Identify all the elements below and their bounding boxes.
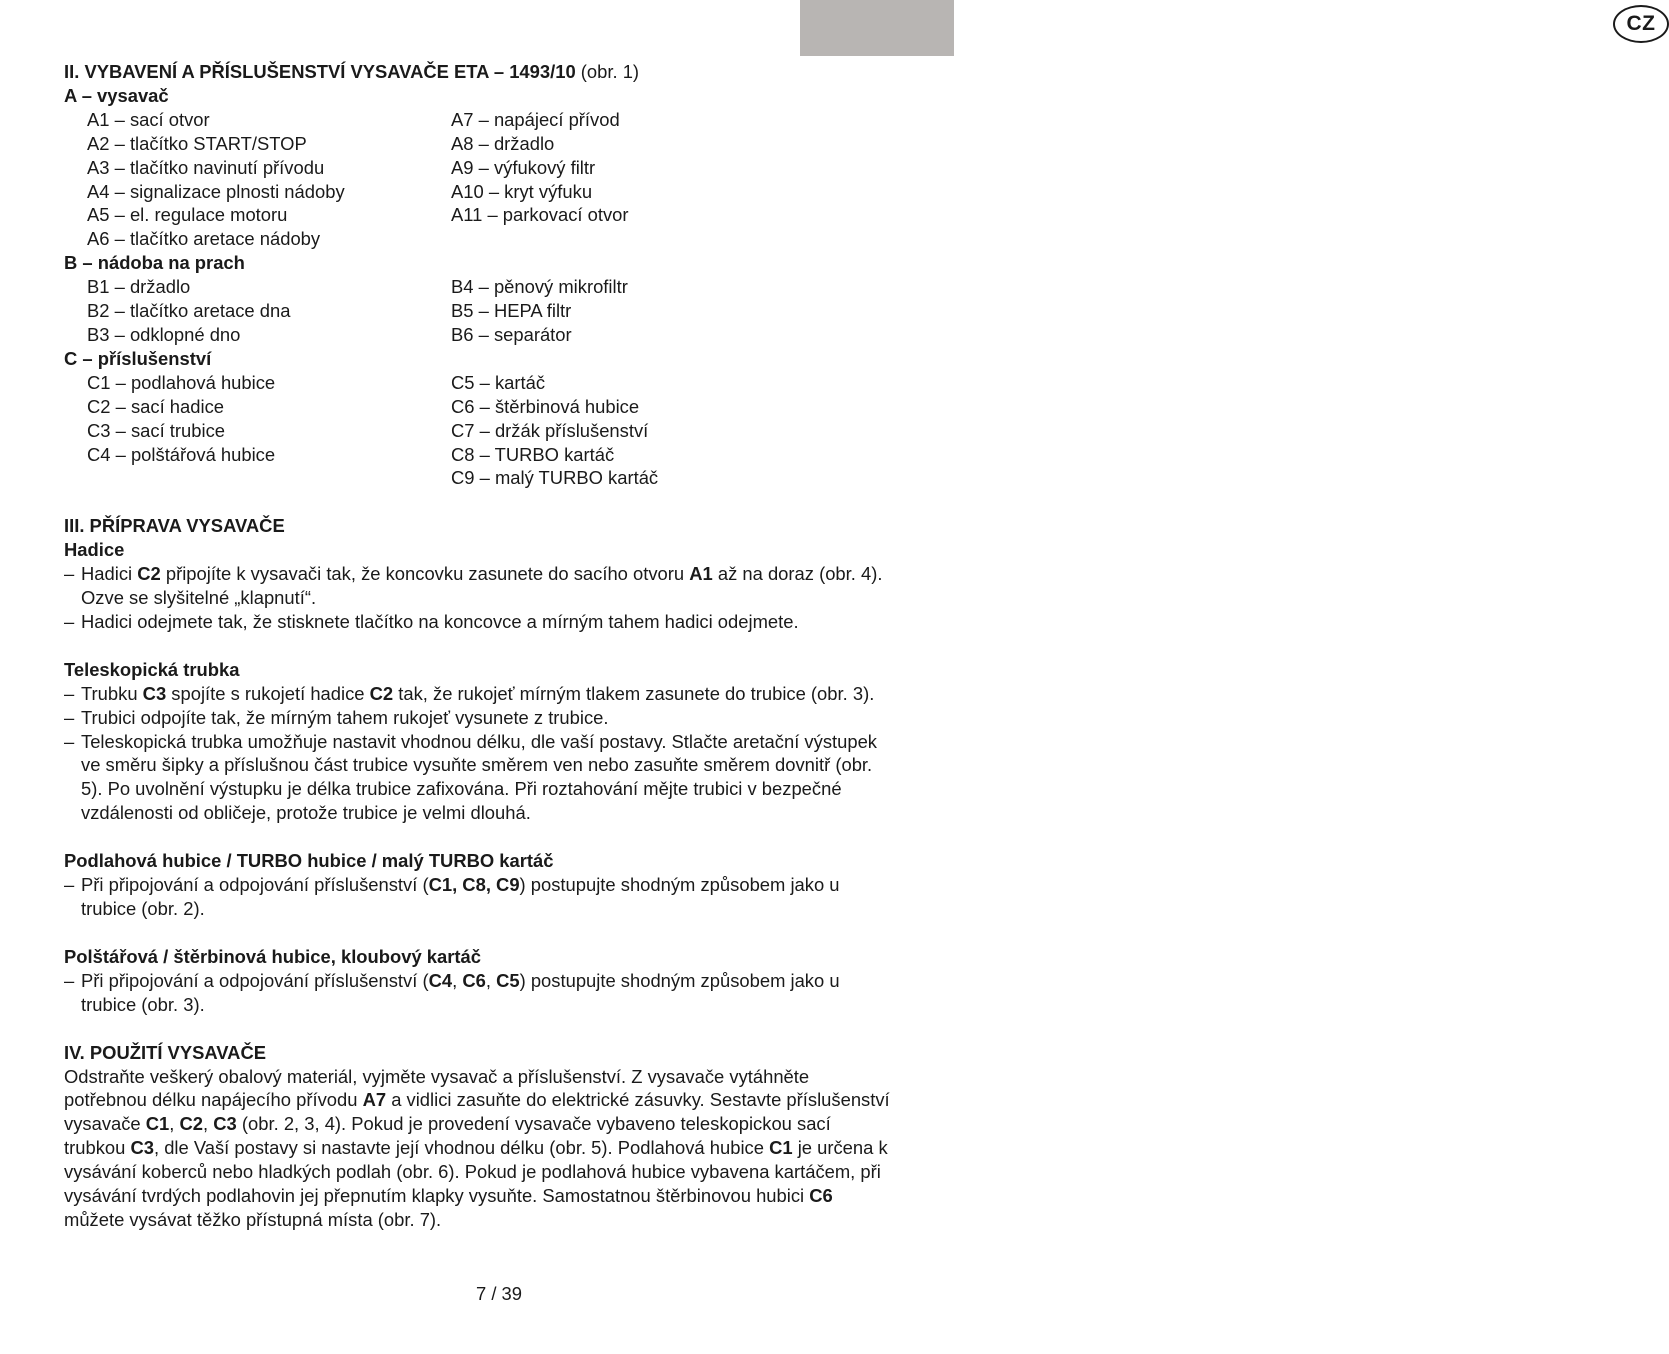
list-item: B6 – separátor bbox=[451, 323, 572, 345]
list-row bbox=[64, 156, 894, 180]
list-item: A5 – el. regulace motoru bbox=[87, 204, 288, 226]
list-item: A1 – sací otvor bbox=[87, 108, 210, 130]
list-item: C4 – polštářová hubice bbox=[87, 443, 276, 465]
usage-paragraph: Odstraňte veškerý obalový materiál, vyjměte vysavač a příslušenství. Z vysavače vytáhněte potřebnou délku napájecího přívodu A7 a vidlici zasuňte do elektrické zásuvky. Sestavte příslušenství vysavače C1, C2, C3 (obr. 2, 3, 4). Pokud je provedení vysavače vybaveno teleskopickou sací trubkou C3, dle Vaší postavy si nastavte její vhodnou délku (obr. 5). Podlahová hubice C1 je určena k vysávání koberců nebo hladkých podlah (obr. 6). Pokud je podlahová hubice vybavena kartáčem, při vysávání tvrdých podlahovin jej přepnutím klapky vysuňte. Samostatnou štěrbinovou hubici C6 můžete vysávat těžko přístupná místa (obr. 7). bbox=[64, 1065, 890, 1230]
list-item: C1 – podlahová hubice bbox=[87, 371, 276, 393]
hose-bullet-1: – Hadici C2 připojíte k vysavači tak, že koncovku zasunete do sacího otvoru A1 až na doraz (obr. 4). Ozve se slyšitelné „klapnutí“. bbox=[64, 563, 883, 609]
section-2-title-bold: II. VYBAVENÍ A PŘÍSLUŠENSTVÍ VYSAVAČE ETA – 1493/10 bbox=[64, 61, 576, 82]
language-code: CZ bbox=[1626, 12, 1656, 35]
group-a-title: A – vysavač bbox=[64, 84, 169, 106]
list-row bbox=[64, 275, 894, 299]
list-item: A9 – výfukový filtr bbox=[451, 156, 596, 178]
tube-title: Teleskopická trubka bbox=[64, 658, 240, 680]
list-item bbox=[87, 466, 451, 490]
list-row bbox=[64, 371, 894, 395]
group-c-title: C – příslušenství bbox=[64, 347, 212, 369]
list-item: B3 – odklopné dno bbox=[87, 323, 241, 345]
language-tab bbox=[800, 0, 1656, 56]
tube-bullet-2: – Trubici odpojíte tak, že mírným tahem rukojeť vysunete z trubice. bbox=[64, 706, 609, 728]
floor-nozzle-title: Podlahová hubice / TURBO hubice / malý TURBO kartáč bbox=[64, 850, 554, 872]
list-item: A2 – tlačítko START/STOP bbox=[87, 132, 307, 154]
section-2-title-ref: (obr. 1) bbox=[575, 61, 640, 82]
page-number: 7 / 39 bbox=[475, 1283, 522, 1304]
list-row bbox=[64, 466, 894, 490]
list-item: C2 – sací hadice bbox=[87, 395, 224, 417]
list-item: C9 – malý TURBO kartáč bbox=[451, 467, 659, 489]
list-row bbox=[64, 299, 894, 323]
list-item: A7 – napájecí přívod bbox=[451, 108, 620, 130]
floor-nozzle-bullet: – Při připojování a odpojování příslušenství (C1, C8, C9) postupujte shodným způsobem jako u trubice (obr. 2). bbox=[64, 874, 840, 919]
list-item: B1 – držadlo bbox=[87, 276, 191, 298]
list-item: B5 – HEPA filtr bbox=[451, 300, 572, 322]
section-2-title bbox=[64, 60, 894, 84]
list-item: C6 – štěrbinová hubice bbox=[451, 395, 640, 417]
list-item: B4 – pěnový mikrofiltr bbox=[451, 276, 628, 298]
list-row bbox=[64, 180, 894, 204]
list-item: C7 – držák příslušenství bbox=[451, 419, 649, 441]
tube-bullet-1: – Trubku C3 spojíte s rukojetí hadice C2 tak, že rukojeť mírným tlakem zasunete do trubice (obr. 3). bbox=[64, 682, 875, 704]
group-b-title: B – nádoba na prach bbox=[64, 252, 245, 274]
list-item: A8 – držadlo bbox=[451, 132, 555, 154]
list-item bbox=[451, 227, 894, 251]
list-item: B2 – tlačítko aretace dna bbox=[87, 300, 291, 322]
list-item: A6 – tlačítko aretace nádoby bbox=[87, 228, 321, 250]
list-row bbox=[64, 227, 894, 251]
page-content bbox=[64, 60, 894, 1232]
hose-title: Hadice bbox=[64, 539, 125, 561]
cushion-nozzle-bullet: – Při připojování a odpojování příslušenství (C4, C6, C5) postupujte shodným způsobem jako u trubice (obr. 3). bbox=[64, 969, 840, 1015]
language-badge bbox=[1613, 5, 1669, 43]
cushion-nozzle-title: Polštářová / štěrbinová hubice, kloubový kartáč bbox=[64, 945, 481, 967]
list-row bbox=[64, 132, 894, 156]
hose-bullet-2: – Hadici odejmete tak, že stisknete tlačítko na koncovce a mírným tahem hadici odejmete. bbox=[64, 610, 799, 632]
list-item: C3 – sací trubice bbox=[87, 419, 225, 441]
list-item: C8 – TURBO kartáč bbox=[451, 443, 615, 465]
list-row bbox=[64, 443, 894, 467]
list-item: A4 – signalizace plnosti nádoby bbox=[87, 180, 345, 202]
list-row bbox=[64, 203, 894, 227]
section-3-title: III. PŘÍPRAVA VYSAVAČE bbox=[64, 515, 285, 537]
list-item: A10 – kryt výfuku bbox=[451, 180, 593, 202]
tube-bullet-3: – Teleskopická trubka umožňuje nastavit vhodnou délku, dle vaší postavy. Stlačte aretační výstupek ve směru šipky a příslušnou část trubice vysuňte směrem ven nebo zasuňte směrem dovnitř (obr. 5). Po uvolnění výstupku je délka trubice zafixována. Při roztahování mějte trubici v bezpečné vzdálenosti od obličeje, protože trubice je velmi dlouhá. bbox=[64, 730, 878, 824]
list-row bbox=[64, 395, 894, 419]
section-4-title: IV. POUŽITÍ VYSAVAČE bbox=[64, 1041, 266, 1063]
list-item: A11 – parkovací otvor bbox=[451, 204, 629, 226]
list-item: C5 – kartáč bbox=[451, 371, 546, 393]
list-row bbox=[64, 419, 894, 443]
list-item: A3 – tlačítko navinutí přívodu bbox=[87, 156, 325, 178]
list-row bbox=[64, 323, 894, 347]
list-row bbox=[64, 108, 894, 132]
